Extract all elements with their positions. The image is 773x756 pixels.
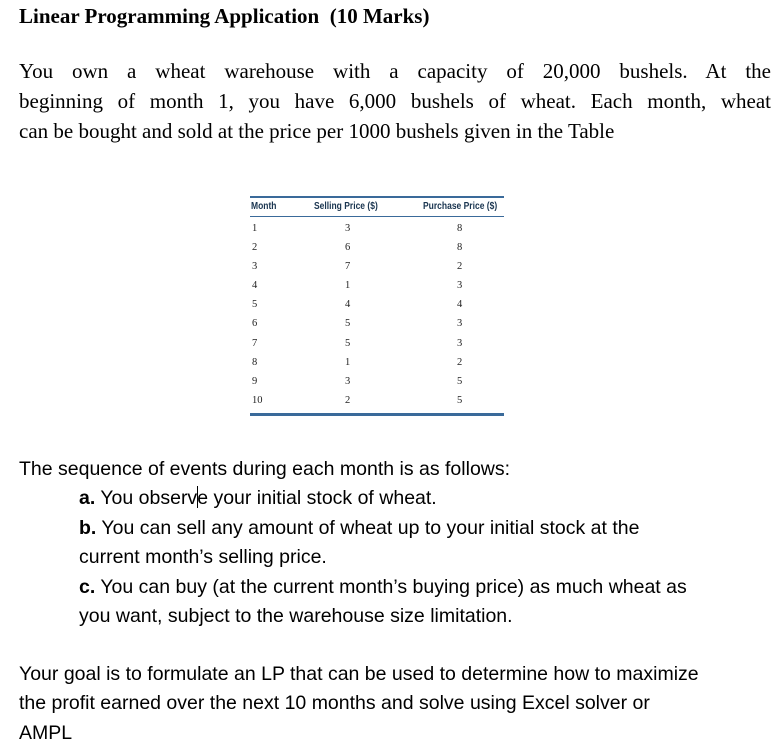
table-header-rule bbox=[250, 216, 504, 217]
step-b-cont: current month’s selling price. bbox=[79, 546, 327, 569]
goal-line: AMPL bbox=[19, 721, 73, 744]
cell-purchase-price: 5 bbox=[457, 375, 463, 387]
intro-line: You own a wheat warehouse with a capacity of 20,000 bushels. At the bbox=[19, 59, 771, 83]
cell-month: 2 bbox=[252, 242, 258, 254]
cell-month: 1 bbox=[252, 223, 258, 234]
header-purchase-price: Purchase Price ($) bbox=[423, 201, 498, 212]
intro-line: can be bought and sold at the price per 1000 bushels given in the Table bbox=[19, 119, 615, 143]
sequence-section bbox=[19, 455, 771, 631]
cell-selling-price: 7 bbox=[345, 261, 351, 273]
step-a-label: a. bbox=[79, 487, 96, 510]
cell-month: 8 bbox=[252, 356, 258, 368]
table-row bbox=[250, 261, 504, 280]
table-row bbox=[250, 299, 504, 318]
table-top-rule bbox=[250, 196, 504, 198]
table-row bbox=[250, 376, 504, 395]
step-c-text: You can buy (at the current month’s buying price) as much wheat as bbox=[95, 575, 687, 598]
cell-month: 5 bbox=[252, 299, 258, 311]
table-row bbox=[250, 223, 504, 242]
cell-selling-price: 4 bbox=[345, 299, 351, 311]
cell-month: 3 bbox=[252, 261, 258, 273]
cell-purchase-price: 8 bbox=[457, 223, 463, 234]
table-row bbox=[250, 242, 504, 261]
cell-selling-price: 1 bbox=[345, 356, 351, 368]
cell-month: 9 bbox=[252, 375, 258, 387]
table-row bbox=[250, 395, 504, 414]
cell-purchase-price: 2 bbox=[457, 356, 463, 368]
step-a-text-rest: e your initial stock of wheat. bbox=[197, 487, 437, 510]
table-row bbox=[250, 357, 504, 376]
step-b-label: b. bbox=[79, 516, 97, 539]
goal-line: Your goal is to formulate an LP that can be used to determine how to maximize bbox=[19, 663, 699, 685]
cell-selling-price: 2 bbox=[345, 394, 351, 406]
header-selling-price: Selling Price ($) bbox=[314, 201, 378, 212]
goal-paragraph bbox=[19, 660, 771, 748]
table-row bbox=[250, 280, 504, 299]
cell-month: 7 bbox=[252, 337, 258, 349]
cell-selling-price: 5 bbox=[345, 318, 351, 330]
cell-selling-price: 3 bbox=[345, 375, 351, 387]
sequence-lead: The sequence of events during each month is as follows: bbox=[19, 458, 511, 480]
intro-line: beginning of month 1, you have 6,000 bushels of wheat. Each month, wheat bbox=[19, 89, 771, 113]
cell-selling-price: 1 bbox=[345, 280, 351, 292]
table-row bbox=[250, 318, 504, 337]
table-row bbox=[250, 338, 504, 357]
step-c bbox=[19, 573, 771, 602]
step-a-text: You observ bbox=[95, 487, 198, 510]
cell-purchase-price: 8 bbox=[457, 242, 463, 254]
cell-month: 4 bbox=[252, 280, 258, 292]
step-c-cont: you want, subject to the warehouse size limitation. bbox=[79, 605, 513, 628]
cell-selling-price: 5 bbox=[345, 337, 351, 349]
cell-selling-price: 6 bbox=[345, 242, 351, 254]
header-month: Month bbox=[251, 201, 277, 212]
cell-purchase-price: 3 bbox=[457, 318, 463, 330]
step-c-label: c. bbox=[79, 575, 96, 598]
table-bottom-rule bbox=[250, 413, 504, 416]
goal-line: the profit earned over the next 10 months and solve using Excel solver or bbox=[19, 692, 650, 715]
cell-purchase-price: 4 bbox=[457, 299, 463, 311]
cell-selling-price: 3 bbox=[345, 223, 351, 234]
intro-paragraph bbox=[19, 56, 771, 146]
page-title: Linear Programming Application (10 Marks) bbox=[19, 4, 430, 28]
cell-purchase-price: 5 bbox=[457, 394, 463, 406]
cell-month: 6 bbox=[252, 318, 258, 330]
step-b-text: You can sell any amount of wheat up to your initial stock at the bbox=[96, 516, 640, 539]
cell-month: 10 bbox=[252, 394, 263, 406]
cell-purchase-price: 3 bbox=[457, 280, 463, 292]
step-b bbox=[19, 514, 771, 543]
cell-purchase-price: 3 bbox=[457, 337, 463, 349]
price-table-body bbox=[250, 223, 504, 414]
cell-purchase-price: 2 bbox=[457, 261, 463, 273]
step-a bbox=[19, 484, 771, 513]
